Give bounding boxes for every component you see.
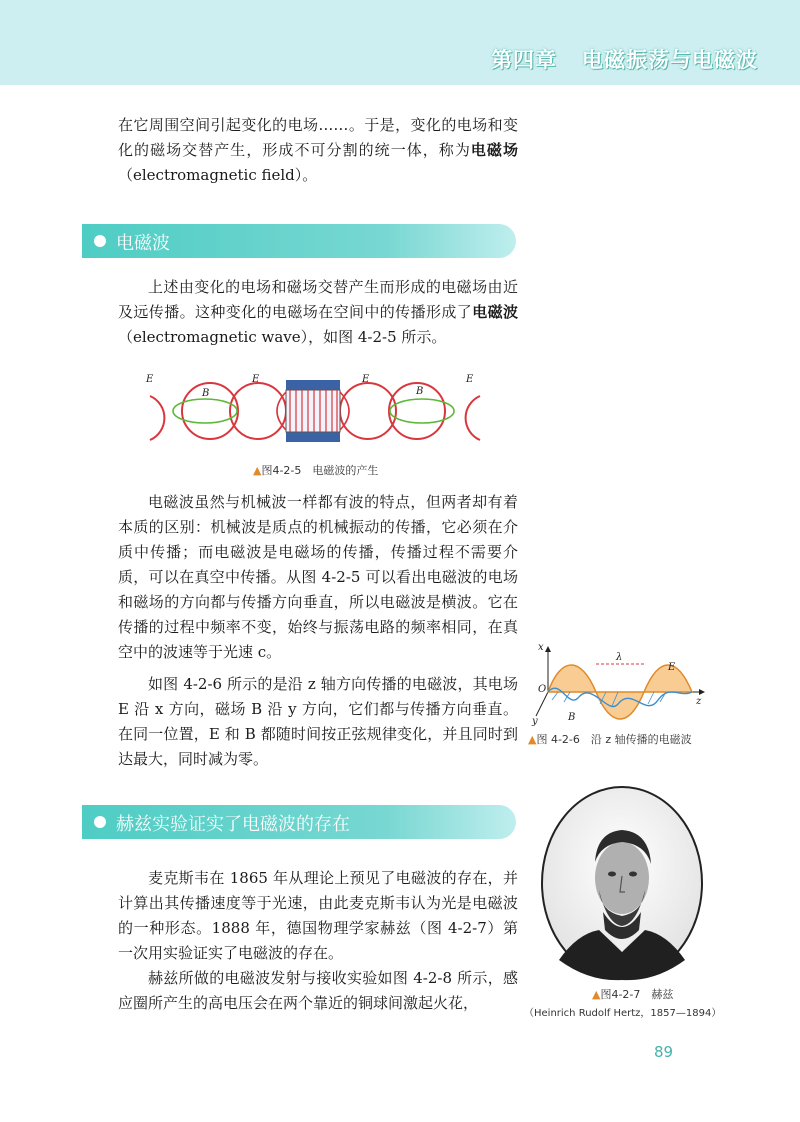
paragraph-hertz-experiment: 赫兹所做的电磁波发射与接收实验如图 4-2-8 所示，感应圈所产生的高电压会在两个靠近的铜球间激起火花， <box>118 969 518 1012</box>
section-heading-em-wave <box>82 224 516 258</box>
section-title: 赫兹实验证实了电磁波的存在 <box>116 814 350 835</box>
triangle-icon: ▲ <box>253 464 262 477</box>
bullet-dot-icon <box>94 816 106 828</box>
wave-E-label: E <box>668 662 676 673</box>
label-E-4: E <box>466 374 474 385</box>
paragraph-intro <box>118 113 518 188</box>
triangle-icon: ▲ <box>592 988 601 1001</box>
figure-z-axis-wave <box>528 640 708 730</box>
paragraph-em-wave <box>118 275 518 350</box>
paragraph-maxwell: 麦克斯韦在 1865 年从理论上预见了电磁波的存在，并计算出其传播速度等于光速，由此麦克斯韦认为光是电磁波的一种形态。1888 年，德国物理学家赫兹（图 4-2-7）第一次用实验证实了电磁波的存在。 <box>118 869 518 962</box>
origin-label: O <box>538 684 547 695</box>
paragraph-z-axis: 如图 4-2-6 所示的是沿 z 轴方向传播的电磁波，其电场 E 沿 x 方向，磁场 B 沿 y 方向，它们都与传播方向垂直。在同一位置，E 和 B 都随时间按正弦规律变化，并且同时到达最大，同时减为零。 <box>118 675 518 768</box>
axis-z-label: z <box>696 696 702 707</box>
term-em-field: 电磁场 <box>470 141 518 159</box>
label-E-2: E <box>252 374 260 385</box>
paragraph-comparison: 电磁波虽然与机械波一样都有波的特点，但两者却有着本质的区别：机械波是质点的机械振动的传播，它必须在介质中传播；而电磁波是电磁场的传播，传播过程不需要介质，可以在真空中传播。从图 4-2-5 可以看出电磁波的电场和磁场的方向都与传播方向垂直，所以电磁波是横波。它在传播的过程中频率不变，始终与振荡电路的频率相同，在真空中的波速等于光速 c。 <box>118 493 518 661</box>
caption-text: 图4-2-7 赫兹 <box>600 988 674 1001</box>
axis-y-label: y <box>532 716 538 727</box>
figure-em-wave-generation <box>140 368 490 463</box>
paragraph-intro-tail: （electromagnetic field）。 <box>118 166 318 184</box>
figure-4-2-7-subcaption: （Heinrich Rudolf Hertz，1857—1894） <box>524 1008 722 1019</box>
page-header-band <box>0 0 800 85</box>
paragraph-em-wave-text: 上述由变化的电场和磁场交替产生而形成的电磁场由近及远传播。这种变化的电磁场在空间中的传播形成了 <box>118 278 518 321</box>
section-title: 电磁波 <box>116 233 170 254</box>
term-em-wave: 电磁波 <box>472 303 518 321</box>
figure-4-2-7-caption <box>592 986 673 1002</box>
paragraph-em-wave-tail: （electromagnetic wave），如图 4-2-5 所示。 <box>118 328 447 346</box>
label-E-3: E <box>362 374 370 385</box>
label-B-2: B <box>416 386 424 397</box>
chapter-title: 第四章 电磁振荡与电磁波 <box>491 48 758 72</box>
caption-text: 图 4-2-6 沿 z 轴传播的电磁波 <box>536 733 692 746</box>
portrait-hertz <box>537 784 707 982</box>
figure-4-2-6-caption <box>528 731 692 747</box>
bullet-dot-icon <box>94 235 106 247</box>
section-heading-hertz <box>82 805 516 839</box>
figure-4-2-5-caption <box>253 462 378 478</box>
caption-text: 图4-2-5 电磁波的产生 <box>261 464 379 477</box>
triangle-icon: ▲ <box>528 733 537 746</box>
wave-B-label: B <box>568 712 576 723</box>
axis-x-label: x <box>538 642 544 653</box>
label-B-1: B <box>202 388 210 399</box>
paragraph-intro-text: 在它周围空间引起变化的电场……。于是，变化的电场和变化的磁场交替产生，形成不可分割的统一体，称为 <box>118 116 518 159</box>
page-number: 89 <box>654 1043 674 1061</box>
wavelength-label: λ <box>616 652 623 663</box>
label-E-1: E <box>146 374 154 385</box>
